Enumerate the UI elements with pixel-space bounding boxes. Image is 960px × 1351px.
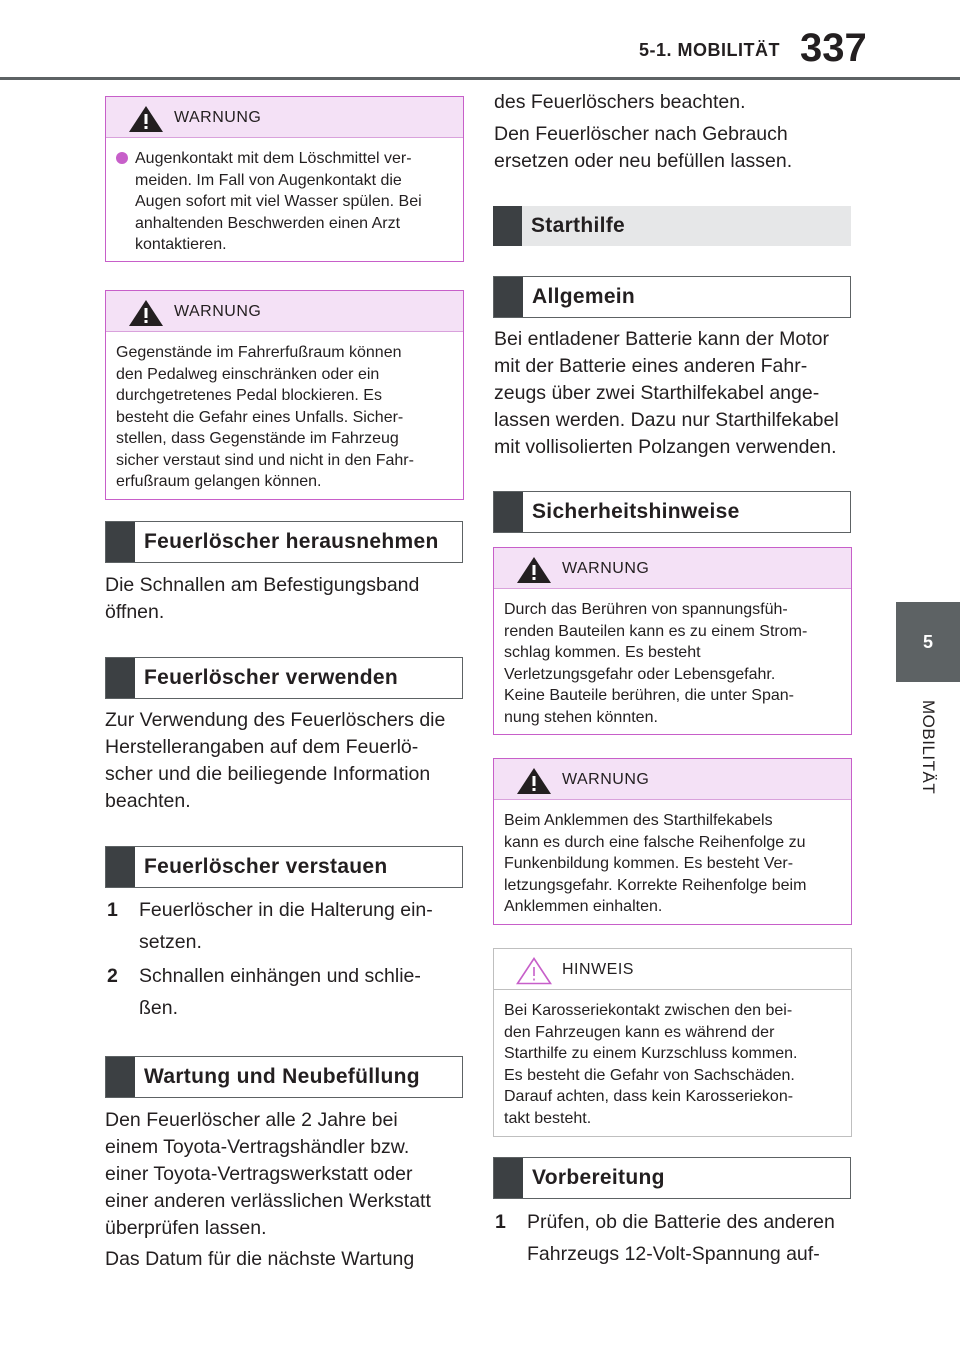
paragraph-next-date: Das Datum für die nächste Wartung [105, 1248, 415, 1270]
warning-header [106, 291, 463, 332]
heading-text: Vorbereitung [532, 1166, 665, 1189]
warning-box-electric-shock [493, 547, 852, 735]
bullet-dot-icon [116, 152, 128, 164]
heading-text: Feuerlöscher verwenden [144, 666, 399, 689]
hint-title: HINWEIS [562, 961, 634, 978]
warning-body [106, 138, 463, 266]
warning-text: Gegenstände im Fahrerfußraum können den Pedalweg einschränken oder ein durchgetretenes Pedal blockieren. Es besteht die Gefahr eines Unfalls. Sicher- stellen, dass Gegenstände im Fahrzeug sicher verstaut sind und nicht in den Fahr- erfußraum gelangen können. [116, 344, 414, 490]
hint-box-short-circuit [493, 948, 852, 1137]
heading-preparation [493, 1157, 851, 1199]
warning-title: WARNUNG [562, 771, 650, 788]
heading-text: Wartung und Neubefüllung [144, 1065, 420, 1088]
step-1-stow [107, 894, 463, 958]
hint-text: Bei Karosseriekontakt zwischen den bei- den Fahrzeugen kann es während der Starthilfe zu einem Kurzschluss kommen. Es besteht die Gefahr von Sachschäden. Darauf achten, dass kein Karosseriekon- takt besteht. [504, 1002, 798, 1127]
paragraph-maintenance: Den Feuerlöscher alle 2 Jahre bei einem Toyota-Vertragshändler bzw. einer Toyota-Vertragswerkstatt oder einer anderen verlässlichen Werkstatt überprüfen lassen. [105, 1109, 431, 1239]
heading-allgemein [493, 276, 851, 318]
heading-safety [493, 491, 851, 533]
heading-use [105, 657, 463, 699]
warning-title: WARNUNG [174, 303, 262, 320]
warning-header [494, 548, 851, 589]
paragraph-remove: Die Schnallen am Befestigungsband öffnen. [105, 574, 420, 623]
step-number: 1 [107, 899, 118, 921]
warning-triangle-icon [128, 299, 164, 327]
paragraph-allgemein: Bei entladener Batterie kann der Motor mit der Batterie eines anderen Fahr- zeugs über zwei Starthilfekabel ange- lassen werden. Dazu nur Starthilfekabel mit vollisolierten Polzangen verwenden. [494, 328, 839, 458]
warning-triangle-icon [516, 556, 552, 584]
step-1-preparation [495, 1206, 851, 1270]
warning-text: Augenkontakt mit dem Löschmittel ver- meiden. Im Fall von Augenkontakt die Augen sofort mit viel Wasser spülen. Bei anhaltenden Beschwerden einen Arzt kontaktieren. [135, 150, 422, 253]
paragraph-replace: Den Feuerlöscher nach Gebrauch ersetzen oder neu befüllen lassen. [494, 123, 793, 172]
chapter-tab: 5 [896, 602, 960, 682]
warning-triangle-icon [128, 105, 164, 133]
step-text: Prüfen, ob die Batterie des anderen Fahrzeugs 12-Volt-Spannung auf- [527, 1211, 835, 1265]
heading-maintenance [105, 1056, 463, 1098]
header-rule [0, 77, 960, 80]
heading-text: Allgemein [532, 285, 636, 308]
heading-starthilfe [493, 206, 851, 246]
warning-triangle-icon [516, 767, 552, 795]
warning-text: Durch das Berühren von spannungsfüh- renden Bauteilen kann es zu einem Strom- schlag kommen. Es besteht Verletzungsgefahr oder Lebensgefahr. Keine Bauteile berühren, die unter Span- nung stehen könnten. [504, 601, 808, 726]
heading-text: Feuerlöscher herausnehmen [144, 530, 439, 553]
heading-text: Feuerlöscher verstauen [144, 855, 388, 878]
warning-title: WARNUNG [562, 560, 650, 577]
hint-triangle-icon [516, 957, 552, 985]
warning-box-sparks [493, 758, 852, 925]
page-number: 337 [800, 26, 867, 70]
paragraph-continued: des Feuerlöschers beachten. [494, 91, 746, 113]
warning-box-eye-contact [105, 96, 464, 262]
hint-header [494, 949, 851, 990]
section-title: 5-1. MOBILITÄT [639, 40, 780, 60]
step-text: Schnallen einhängen und schlie- ßen. [139, 965, 421, 1019]
warning-text: Beim Anklemmen des Starthilfekabels kann es durch eine falsche Reihenfolge zu Funkenbildung kommen. Es besteht Ver- letzungsgefahr. Korrekte Reihenfolge beim Anklemmen einhalten. [504, 812, 807, 915]
heading-text: Sicherheitshinweise [532, 500, 740, 523]
warning-header [494, 759, 851, 800]
heading-text: Starthilfe [531, 214, 626, 237]
heading-remove [105, 521, 463, 563]
warning-title: WARNUNG [174, 109, 262, 126]
paragraph-use: Zur Verwendung des Feuerlöschers die Herstellerangaben auf dem Feuerlö- scher und die beiliegende Information beachten. [105, 709, 446, 812]
heading-stow [105, 846, 463, 888]
warning-header [106, 97, 463, 138]
warning-box-footwell [105, 290, 464, 500]
step-number: 2 [107, 965, 118, 987]
step-2-stow [107, 960, 463, 1024]
step-number: 1 [495, 1211, 506, 1233]
chapter-label: MOBILITÄT [919, 700, 938, 795]
step-text: Feuerlöscher in die Halterung ein- setzen. [139, 899, 433, 953]
